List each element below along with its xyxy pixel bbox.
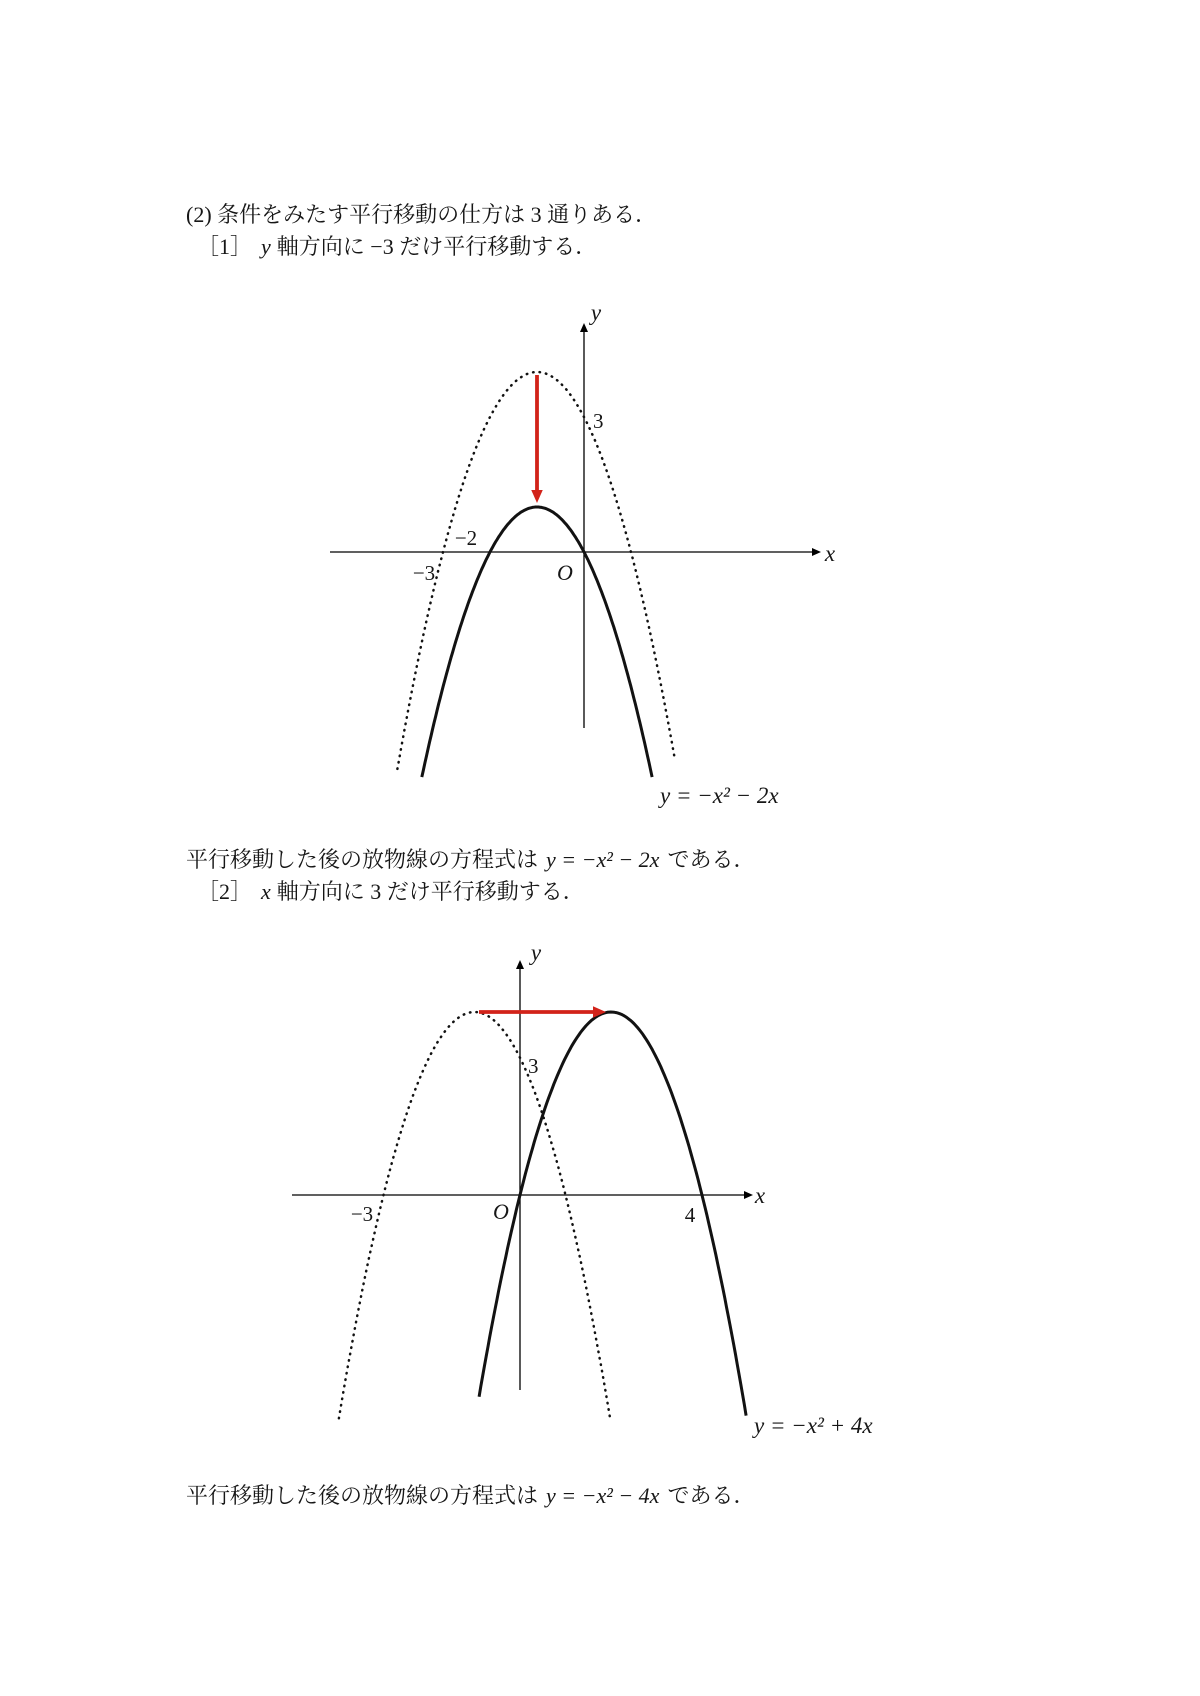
statement-line — [186, 200, 657, 230]
step-1-text: 軸方向に −3 だけ平行移動する． — [276, 234, 598, 259]
translation-arrowhead-icon — [531, 490, 543, 503]
step-2-line — [197, 877, 585, 907]
step-2-variable: x — [261, 879, 271, 904]
statement-text: (2) 条件をみたす平行移動の仕方は 3 通りある． — [186, 202, 658, 227]
result-2-formula: y = −x² − 4x — [546, 1483, 660, 1508]
step-1-line — [197, 232, 597, 262]
graph-label: 4 — [684, 1203, 696, 1227]
original-parabola-dotted — [339, 1012, 610, 1418]
result-2-pre: 平行移動した後の放物線の方程式は — [186, 1483, 539, 1508]
x-axis-arrowhead-icon — [744, 1191, 753, 1199]
graph-label: y = −x² + 4x — [754, 1413, 873, 1438]
step-1-variable: y — [261, 234, 271, 259]
graph-label: y = −x² − 2x — [660, 783, 779, 808]
result-1-post: である． — [667, 847, 756, 872]
graph-label: −2 — [454, 526, 478, 550]
y-axis-arrowhead-icon — [580, 323, 588, 332]
result-2-post: である． — [667, 1483, 756, 1508]
result-1-pre: 平行移動した後の放物線の方程式は — [186, 847, 539, 872]
graph-label: O — [557, 560, 573, 585]
graph-label: O — [493, 1199, 509, 1224]
translated-parabola-solid — [479, 1012, 746, 1416]
graph-label: −3 — [350, 1202, 374, 1226]
graph-label: x — [754, 1183, 766, 1208]
x-axis-arrowhead-icon — [812, 548, 821, 556]
result-2-line — [186, 1481, 755, 1511]
graph-label: 3 — [593, 409, 604, 433]
graph-label: x — [824, 541, 836, 566]
graph-label: y — [530, 940, 542, 965]
graph-label: y — [590, 300, 602, 325]
step-2-bracket: ［2］ — [197, 879, 253, 904]
graph-1-y-translation — [280, 268, 860, 828]
step-2-text: 軸方向に 3 だけ平行移動する． — [276, 879, 585, 904]
graph-2-x-translation — [270, 930, 930, 1450]
result-1-formula: y = −x² − 2x — [546, 847, 660, 872]
result-1-line — [186, 845, 755, 875]
step-1-bracket: ［1］ — [197, 234, 253, 259]
y-axis-arrowhead-icon — [516, 960, 524, 969]
graph-label: −3 — [412, 561, 436, 585]
graph-label: 3 — [528, 1054, 539, 1078]
